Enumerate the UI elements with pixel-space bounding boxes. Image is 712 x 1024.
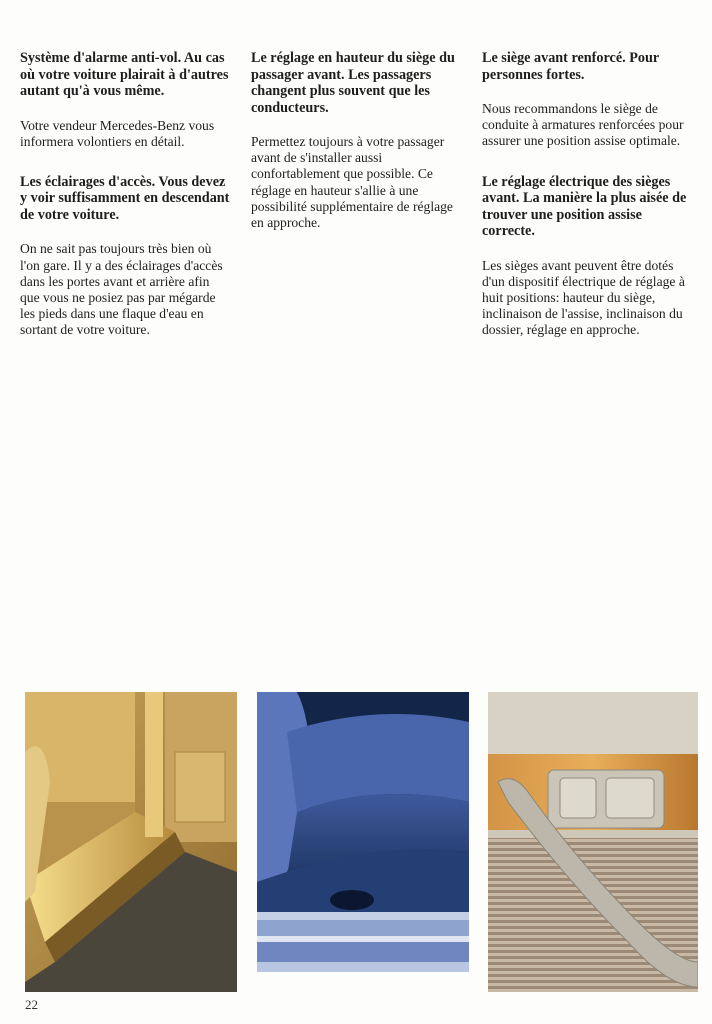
paragraph-access-lights: On ne sait pas toujours très bien où l'on gare. Il y a des éclairages d'accès dans les portes avant et arrière afin que vous ne posiez pas par mégarde les pieds dans une flaque d'eau en sortant de votre voiture. — [20, 241, 223, 338]
heading-reinforced-seat: Le siège avant renforcé. Pour personnes fortes. — [482, 50, 659, 83]
photo-blue-seat — [257, 692, 469, 992]
photo-door-sill-light — [25, 692, 237, 992]
text-column-3 — [482, 50, 692, 363]
paragraph-passenger-seat-height: Permettez toujours à votre passager avant de s'installer aussi confortablement que possible. Ce réglage en hauteur s'allie à une possibilité supplémentaire de réglage en approche. — [251, 134, 453, 231]
page-number: 22 — [25, 997, 38, 1012]
photo-seat-controls — [488, 692, 698, 992]
paragraph-electric-seat: Les sièges avant peuvent être dotés d'un dispositif électrique de réglage à huit positions: hauteur du siège, inclinaison de l'assise, inclinaison du dossier, réglage en approche. — [482, 257, 685, 338]
heading-alarm: Système d'alarme anti-vol. Au cas où votre voiture plairait à d'autres autant qu'à vous même. — [20, 50, 229, 99]
heading-access-lights: Les éclairages d'accès. Vous devez y voir suffisamment en descendant de votre voiture. — [20, 173, 230, 223]
heading-electric-seat: Le réglage électrique des sièges avant. La manière la plus aisée de trouver une position assise correcte. — [482, 173, 687, 240]
text-column-1 — [20, 50, 230, 363]
text-column-2 — [251, 50, 461, 255]
heading-passenger-seat-height: Le réglage en hauteur du siège du passager avant. Les passagers changent plus souvent que les conducteurs. — [251, 50, 455, 116]
paragraph-alarm: Votre vendeur Mercedes-Benz vous informera volontiers en détail. — [20, 117, 215, 149]
paragraph-reinforced-seat: Nous recommandons le siège de conduite à armatures renforcées pour assurer une position assise optimale. — [482, 101, 684, 149]
